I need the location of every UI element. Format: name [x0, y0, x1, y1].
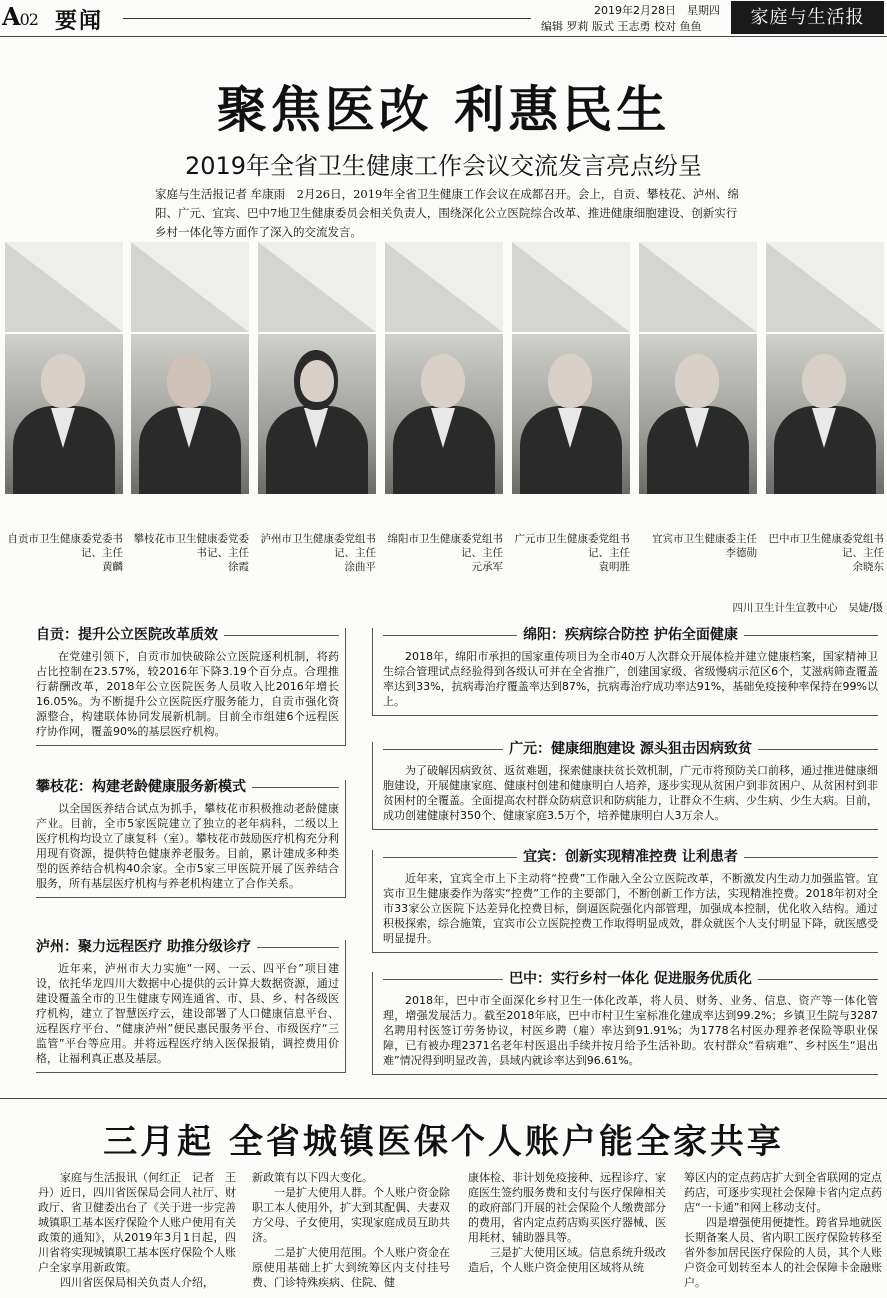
page-letter: A	[2, 2, 20, 31]
portrait-photo	[512, 334, 630, 494]
story-column	[468, 1170, 666, 1275]
caption-name: 黄麟	[102, 561, 123, 573]
photo-caption	[512, 532, 630, 574]
caption-title: 宜宾市卫生健康委主任	[652, 533, 757, 545]
caption-title: 攀枝花市卫生健康委党委书记、主任	[133, 533, 249, 559]
article-headline: 绵阳：疾病综合防控 护佑全面健康	[383, 628, 878, 643]
paragraph: 新政策有以下四大变化。	[252, 1171, 373, 1184]
article-headline: 宜宾：创新实现精准控费 让利患者	[383, 850, 878, 865]
page-header	[0, 0, 887, 40]
main-headline: 聚焦医改 利惠民生	[216, 80, 671, 139]
photo-card	[5, 242, 123, 617]
article-luzhou	[36, 940, 346, 1073]
photo-caption	[639, 532, 757, 560]
story-column	[252, 1170, 450, 1290]
photo-card	[385, 242, 503, 617]
article-headline: 广元：健康细胞建设 源头狙击因病致贫	[383, 742, 878, 757]
article-headline: 泸州：聚力远程医疗 助推分级诊疗	[36, 940, 339, 955]
article-body: 近年来，宜宾全市上下主动将“控费”工作融入全公立医院改革，不断激发内生动力加强监管。宜宾市卫生健康委作为落实“控费”工作的主要部门，不断创新工作方法，实现精准控费。2018年初对全市33家公立医院下达差异化控费目标，倒逼医院强化内部管理，加强成本控制，优化收入结构。通过积极探索，综合施策，宜宾市公立医院控费工作取得明显成效，群众就医个人支付明显下降，就医感受明显提升。	[383, 872, 878, 945]
portrait-photo	[258, 334, 376, 494]
portrait-photo	[131, 334, 249, 494]
story-column	[38, 1170, 236, 1290]
triangle-decoration	[131, 242, 249, 332]
paragraph: 一是扩大使用人群。个人账户资金除职工本人使用外，扩大到其配偶、夫妻双方父母、子女使用，实现家庭成员互助共济。	[252, 1186, 450, 1244]
triangle-decoration	[639, 242, 757, 332]
photo-credit: 四川卫生计生宣教中心 吴婕/摄	[732, 602, 883, 614]
photo-card	[131, 242, 249, 617]
caption-title: 泸州市卫生健康委党组书记、主任	[260, 533, 376, 559]
section-name: 要闻	[55, 9, 104, 34]
caption-name: 涂曲平	[344, 561, 376, 573]
paragraph: 四是增强使用便捷性。跨省异地就医长期备案人员、省内职工医疗保险转移至省外参加居民医疗保险的人员，其个人账户资金可划转至本人的社会保障卡金融账户。	[684, 1216, 882, 1289]
caption-title: 广元市卫生健康委党组书记、主任	[514, 533, 630, 559]
portrait-photo	[5, 334, 123, 494]
triangle-decoration	[512, 242, 630, 332]
photo-caption	[385, 532, 503, 574]
portrait-photo	[639, 334, 757, 494]
triangle-decoration	[766, 242, 884, 332]
newspaper-logo: 家庭与生活报	[731, 1, 884, 34]
photo-caption	[766, 532, 884, 574]
caption-name: 元承军	[471, 561, 503, 573]
paragraph: 三是扩大使用区域。信息系统升级改造后，个人账户资金使用区域将从统	[468, 1246, 666, 1274]
photo-caption	[131, 532, 249, 574]
paragraph: 康体检、非计划免疫接种、远程诊疗、家庭医生签约服务费和支付与医疗保障相关的政府部门开展的社会保险个人缴费部分的费用，省内定点药店购买医疗器械、医用耗材、辅助器具等。	[468, 1171, 666, 1244]
article-guangyuan	[372, 742, 878, 830]
triangle-decoration	[385, 242, 503, 332]
photo-card	[512, 242, 630, 617]
paragraph: 筹区内的定点药店扩大到全省联网的定点药店，可逐步实现社会保障卡省内定点药店“一卡通”和网上移动支付。	[684, 1171, 882, 1214]
triangle-decoration	[258, 242, 376, 332]
article-zigong	[36, 628, 346, 746]
caption-name: 余晓东	[852, 561, 884, 573]
photo-card	[766, 242, 884, 617]
photo-caption	[258, 532, 376, 574]
article-panzhihua	[36, 780, 346, 898]
article-body: 近年来，泸州市大力实施“一网、一云、四平台”项目建设，依托华龙四川大数据中心提供的云计算大数据资源，通过建设覆盖全市的卫生健康专网连通省、市、县、乡、村各级医疗机构，建立了智慧医疗云，建设部署了人口健康信息平台、远程医疗平台、“健康泸州”便民惠民服务平台、市级医疗“三监管”平台等应用。并将远程医疗纳入医保报销，调控费用价格，让福利真正惠及基层。	[36, 962, 339, 1065]
story-column	[684, 1170, 882, 1290]
caption-title: 巴中市卫生健康委党组书记、主任	[768, 533, 884, 559]
sub-headline: 2019年全省卫生健康工作会议交流发言亮点纷呈	[184, 152, 703, 180]
article-body: 2018年，巴中市全面深化乡村卫生一体化改革，将人员、财务、业务、信息、资产等一体化管理，增强发展活力。截至2018年底，巴中市村卫生室标准化建成率达到99.2%；乡镇卫生院与3287名聘用村医签订劳务协议，村医乡聘（雇）率达到91.91%；为1778名村医办理养老保险等职业保障，已有被办理2371名老年村医退出手续并按月给予生活补助。农村群众“看病难”、乡村医生“退出难”情况得到明显改善，县域内就诊率达到96.61%。	[383, 994, 878, 1067]
article-body: 在党建引领下，自贡市加快破除公立医院逐利机制，将药占比控制在23.57%，较2016年下降3.19个百分点。合理推行薪酬改革，2018年公立医院医务人员收入比2016年增长16.05%。为不断提升公立医院医疗服务能力，自贡市强化资源整合，构建联体协同发展新机制。目前全市组建6个远程医疗协作网，覆盖90%的基层医疗机构。	[36, 650, 339, 738]
portrait-photo	[766, 334, 884, 494]
caption-name: 徐霞	[228, 561, 249, 573]
header-divider	[0, 36, 887, 37]
paragraph: 二是扩大使用范围。个人账户资金在原使用基础上扩大到统筹区内支付挂号费、门诊特殊疾病、住院、健	[252, 1246, 450, 1289]
article-bazhong	[372, 972, 878, 1075]
issue-date: 2019年2月28日 星期四	[594, 4, 720, 17]
article-yibin	[372, 850, 878, 953]
article-headline: 攀枝花：构建老龄健康服务新模式	[36, 780, 339, 795]
story-divider	[0, 1098, 887, 1099]
caption-title: 自贡市卫生健康委党委书记、主任	[7, 533, 123, 559]
article-body: 2018年，绵阳市承担的国家重传项目为全市40万人次群众开展体检并建立健康档案，国家精神卫生综合管理试点经验得到各级认可并在全省推广，创建国家级、省级慢病示范区6个，艾滋病筛查覆盖率达到33%，抗病毒治疗覆盖率达到87%，抗病毒治疗成功率达91%，基础免疫接种率保持在99%以上。	[383, 650, 878, 708]
header-rule	[123, 18, 531, 19]
caption-name: 袁明胜	[598, 561, 630, 573]
caption-name: 李德勋	[725, 547, 757, 559]
triangle-decoration	[5, 242, 123, 332]
article-mianyang	[372, 628, 878, 716]
article-headline: 自贡：提升公立医院改革质效	[36, 628, 339, 643]
photo-strip	[0, 242, 887, 617]
paragraph: 家庭与生活报讯（何红正 记者 王丹）近日，四川省医保局会同人社厅、财政厅、省卫健委出台了《关于进一步完善城镇职工基本医疗保险个人账户使用有关政策的通知》，从2019年3月1日起，四川省将实现城镇职工基本医疗保险个人账户全家享用新政策。	[38, 1171, 236, 1274]
page-number	[2, 2, 38, 31]
photo-card	[639, 242, 757, 617]
page-digits: 02	[19, 10, 38, 29]
editor-credits: 编辑 罗莉 版式 王志勇 校对 鱼鱼	[541, 20, 702, 33]
article-body: 以全国医养结合试点为抓手，攀枝花市积极推动老龄健康产业。目前，全市5家医院建立了独立的老年病科，二级以上医疗机构均设立了康复科（室）。攀枝花市鼓励医疗机构充分利用现有资源，提供特色健康养老服务。目前，累计建成多种类型的医养结合机构40余家。全市5家三甲医院开展了医养结合服务，所有基层医疗机构与养老机构建立了合作关系。	[36, 802, 339, 890]
lead-paragraph: 家庭与生活报记者 牟康雨 2月26日，2019年全省卫生健康工作会议在成都召开。会上，自贡、攀枝花、泸州、绵阳、广元、宜宾、巴中7地卫生健康委员会相关负责人，围绕深化公立医院综合改革、推进健康细胞建设、创新实行乡村一体化等方面作了深入的交流发言。	[155, 187, 739, 239]
paragraph: 四川省医保局相关负责人介绍，	[60, 1276, 214, 1289]
photo-card	[258, 242, 376, 617]
second-headline: 三月起 全省城镇医保个人账户能全家共享	[103, 1122, 784, 1162]
article-headline: 巴中：实行乡村一体化 促进服务优质化	[383, 972, 878, 987]
article-body: 为了破解因病致贫、返贫难题，探索健康扶贫长效机制，广元市将预防关口前移，通过推进健康细胞建设，开展健康家庭、健康村创建和健康明白人培养，逐步实现从贫困户到非贫困户、从贫困村到非贫困村的全覆盖。全面提高农村群众防病意识和防病能力，让群众不生病、少生病、少生大病。目前，成功创建健康村350个、健康家庭3.5万个，培养健康明白人3万余人。	[383, 764, 878, 822]
portrait-photo	[385, 334, 503, 494]
caption-title: 绵阳市卫生健康委党组书记、主任	[387, 533, 503, 559]
photo-caption	[5, 532, 123, 574]
